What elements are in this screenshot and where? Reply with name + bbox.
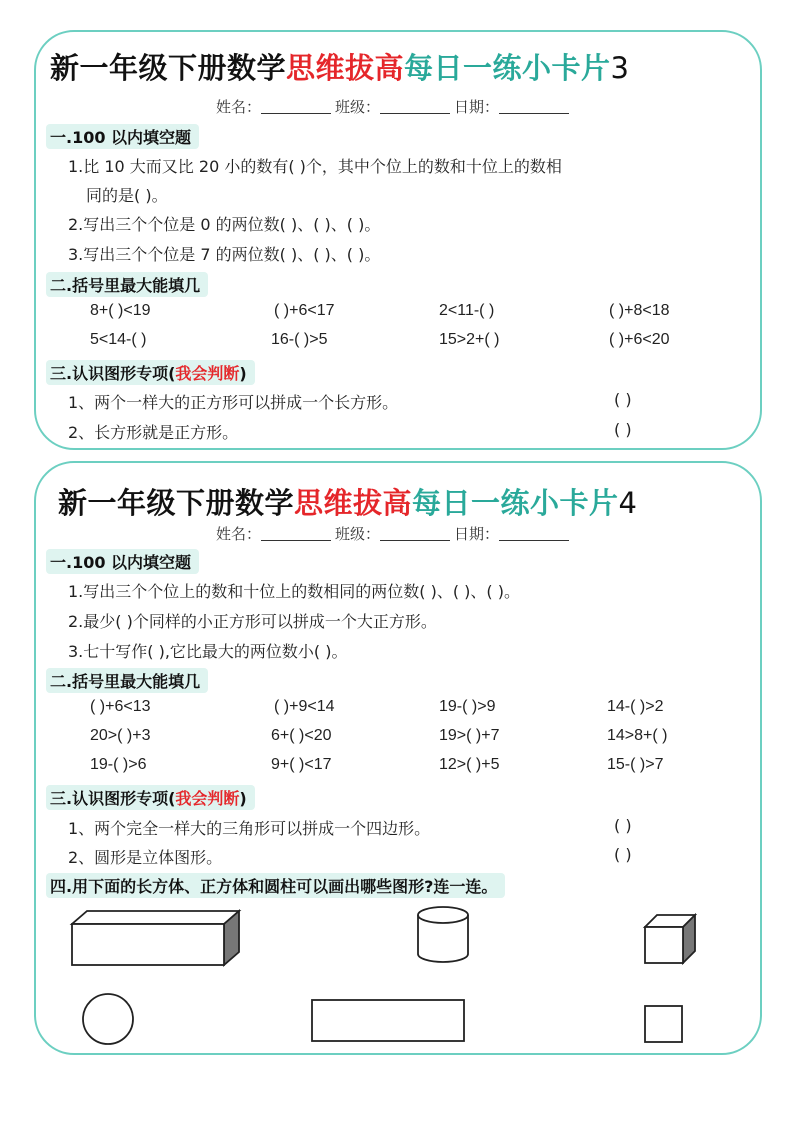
- card-title: [50, 46, 630, 87]
- student-info-row: [216, 96, 573, 117]
- inequality-row: [36, 331, 756, 353]
- title-part-2: 思维拔高: [286, 51, 405, 85]
- section-2-title: 二.括号里最大能填几: [46, 668, 208, 693]
- title-part-1: 新一年级下册数学: [50, 51, 287, 85]
- question-2: 2.写出三个个位是 0 的两位数( )、( )、( )。: [68, 215, 381, 234]
- practice-card-4: [34, 461, 762, 1055]
- inequality-item: 19-( )>6: [90, 756, 147, 773]
- judge-answer-1[interactable]: ( ): [614, 816, 632, 835]
- inequality-item: ( )+9<14: [274, 698, 335, 715]
- square-shape[interactable]: [645, 1006, 682, 1042]
- date-label: 日期：: [454, 98, 500, 116]
- section-1-title: 一.100 以内填空题: [46, 124, 199, 149]
- inequality-item: 15>2+( ): [439, 331, 500, 348]
- inequality-item: ( )+8<18: [609, 302, 670, 319]
- question-1: 1.写出三个个位上的数和十位上的数相同的两位数( )、( )、( )。: [68, 582, 520, 601]
- inequality-item: 16-( )>5: [271, 331, 328, 348]
- section-3-title-highlight: 我会判断: [175, 364, 240, 383]
- section-3-title: [46, 360, 255, 385]
- section-3-title-end: ): [239, 364, 247, 383]
- inequality-item: 15-( )>7: [607, 756, 664, 773]
- class-label: 班级：: [335, 98, 381, 116]
- section-3-title-highlight: 我会判断: [175, 789, 240, 808]
- question-3: 3.七十写作( ),它比最大的两位数小( )。: [68, 642, 348, 661]
- inequality-item: 9+( )<17: [271, 756, 332, 773]
- title-part-2: 思维拔高: [294, 486, 413, 520]
- section-4-title: 四.用下面的长方体、正方体和圆柱可以画出哪些图形?连一连。: [46, 873, 505, 898]
- inequality-item: ( )+6<17: [274, 302, 335, 319]
- title-part-1: 新一年级下册数学: [58, 486, 295, 520]
- section-3-title-text: 三.认识图形专项(: [50, 364, 176, 383]
- inequality-item: 14>8+( ): [607, 727, 668, 744]
- cube-solid[interactable]: [645, 915, 695, 963]
- inequality-item: 19>( )+7: [439, 727, 500, 744]
- section-3-title-text: 三.认识图形专项(: [50, 789, 176, 808]
- judge-answer-1[interactable]: ( ): [614, 390, 632, 409]
- name-label: 姓名：: [216, 525, 262, 543]
- question-2: 2.最少( )个同样的小正方形可以拼成一个大正方形。: [68, 612, 437, 631]
- inequality-item: 8+( )<19: [90, 302, 151, 319]
- class-label: 班级：: [335, 525, 381, 543]
- shapes-figure: [36, 463, 760, 1053]
- inequality-item: 2<11-( ): [439, 302, 495, 319]
- section-1-title: 一.100 以内填空题: [46, 549, 199, 574]
- inequality-item: ( )+6<20: [609, 331, 670, 348]
- title-part-3: 每日一练小卡片: [412, 486, 619, 520]
- judge-item-1: 1、两个一样大的正方形可以拼成一个长方形。: [68, 393, 399, 412]
- inequality-item: 6+( )<20: [271, 727, 332, 744]
- judge-item-1: 1、两个完全一样大的三角形可以拼成一个四边形。: [68, 819, 431, 838]
- cuboid-solid[interactable]: [72, 911, 239, 965]
- date-label: 日期：: [454, 525, 500, 543]
- section-3-title-end: ): [239, 789, 247, 808]
- judge-item-2: 2、圆形是立体图形。: [68, 848, 223, 867]
- inequality-item: 20>( )+3: [90, 727, 151, 744]
- name-label: 姓名：: [216, 98, 262, 116]
- question-3: 3.写出三个个位是 7 的两位数( )、( )、( )。: [68, 245, 381, 264]
- title-number: 3: [610, 51, 630, 85]
- title-part-3: 每日一练小卡片: [404, 51, 611, 85]
- inequality-row: [36, 302, 756, 324]
- inequality-item: 5<14-( ): [90, 331, 147, 348]
- judge-item-2: 2、长方形就是正方形。: [68, 423, 239, 442]
- cylinder-solid[interactable]: [418, 907, 468, 962]
- date-blank[interactable]: [499, 99, 569, 114]
- circle-shape[interactable]: [83, 994, 133, 1044]
- rectangle-shape[interactable]: [312, 1000, 464, 1041]
- class-blank[interactable]: [380, 99, 450, 114]
- inequality-item: ( )+6<13: [90, 698, 151, 715]
- question-1-line-2: 同的是( )。: [86, 186, 168, 205]
- inequality-item: 12>( )+5: [439, 756, 500, 773]
- practice-card-3: [34, 30, 762, 450]
- name-blank[interactable]: [261, 99, 331, 114]
- title-number: 4: [618, 486, 638, 520]
- judge-answer-2[interactable]: ( ): [614, 845, 632, 864]
- section-2-title: 二.括号里最大能填几: [46, 272, 208, 297]
- judge-answer-2[interactable]: ( ): [614, 420, 632, 439]
- inequality-item: 19-( )>9: [439, 698, 496, 715]
- question-1-line-1: 1.比 10 大而又比 20 小的数有( )个，其中个位上的数和十位上的数相: [68, 157, 562, 176]
- inequality-item: 14-( )>2: [607, 698, 664, 715]
